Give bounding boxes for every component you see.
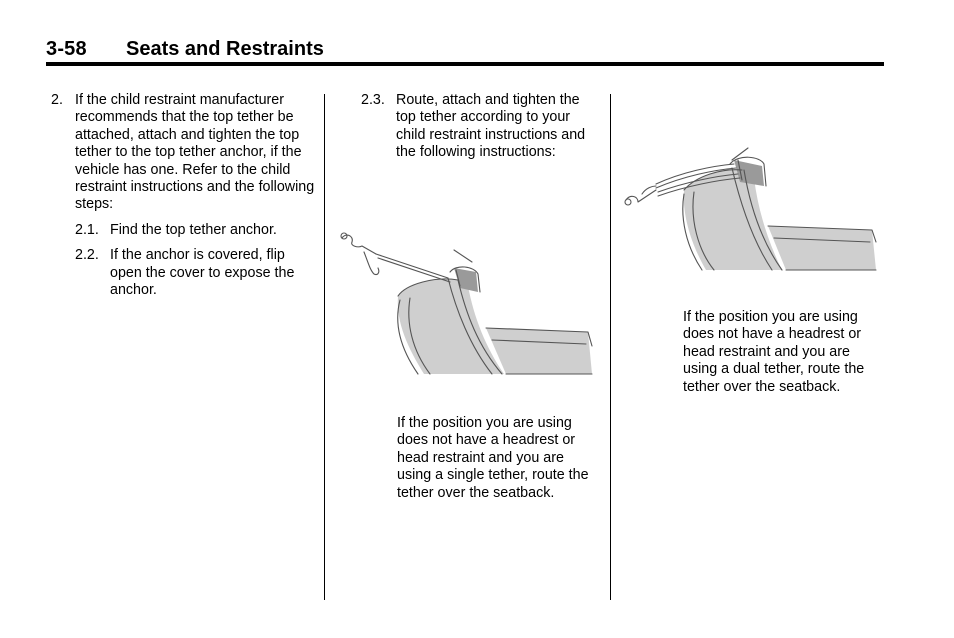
column-divider-1 xyxy=(324,94,325,600)
single-tether-illustration xyxy=(336,228,598,378)
column-divider-2 xyxy=(610,94,611,600)
step-2-1-text: Find the top tether anchor. xyxy=(110,221,277,238)
step-2 xyxy=(51,92,317,214)
step-2-2 xyxy=(75,247,317,299)
header-rule xyxy=(46,62,884,66)
dual-tether-note: If the position you are using does not have a headrest or head restraint and you are using a dual tether, route the tether over the seatback. xyxy=(683,309,865,395)
single-tether-note: If the position you are using does not have a headrest or head restraint and you are using a single tether, route the tether over the seatback. xyxy=(397,415,589,501)
step-2-3-number: 2.3. xyxy=(361,92,385,108)
step-2-2-number: 2.2. xyxy=(75,247,99,264)
step-2-2-text: If the anchor is covered, flip open the cover to expose the anchor. xyxy=(110,247,295,299)
step-2-number: 2. xyxy=(51,92,63,108)
column-1 xyxy=(51,92,317,299)
dual-tether-illustration xyxy=(622,146,882,274)
column-2 xyxy=(361,92,601,162)
step-2-text: If the child restraint manufacturer recommends that the top tether be attached, attach and tighten the top tether to the top tether anchor, if the vehicle has one. Refer to the child restraint instructions and the following steps: xyxy=(75,92,315,213)
step-2-1 xyxy=(75,222,317,239)
section-title: Seats and Restraints xyxy=(126,38,324,60)
step-2-1-number: 2.1. xyxy=(75,221,99,238)
page-number: 3-58 xyxy=(46,38,87,60)
step-2-3-text: Route, attach and tighten the top tether according to your child restraint instructions and the following instructions: xyxy=(396,92,586,161)
step-2-3 xyxy=(361,92,601,162)
